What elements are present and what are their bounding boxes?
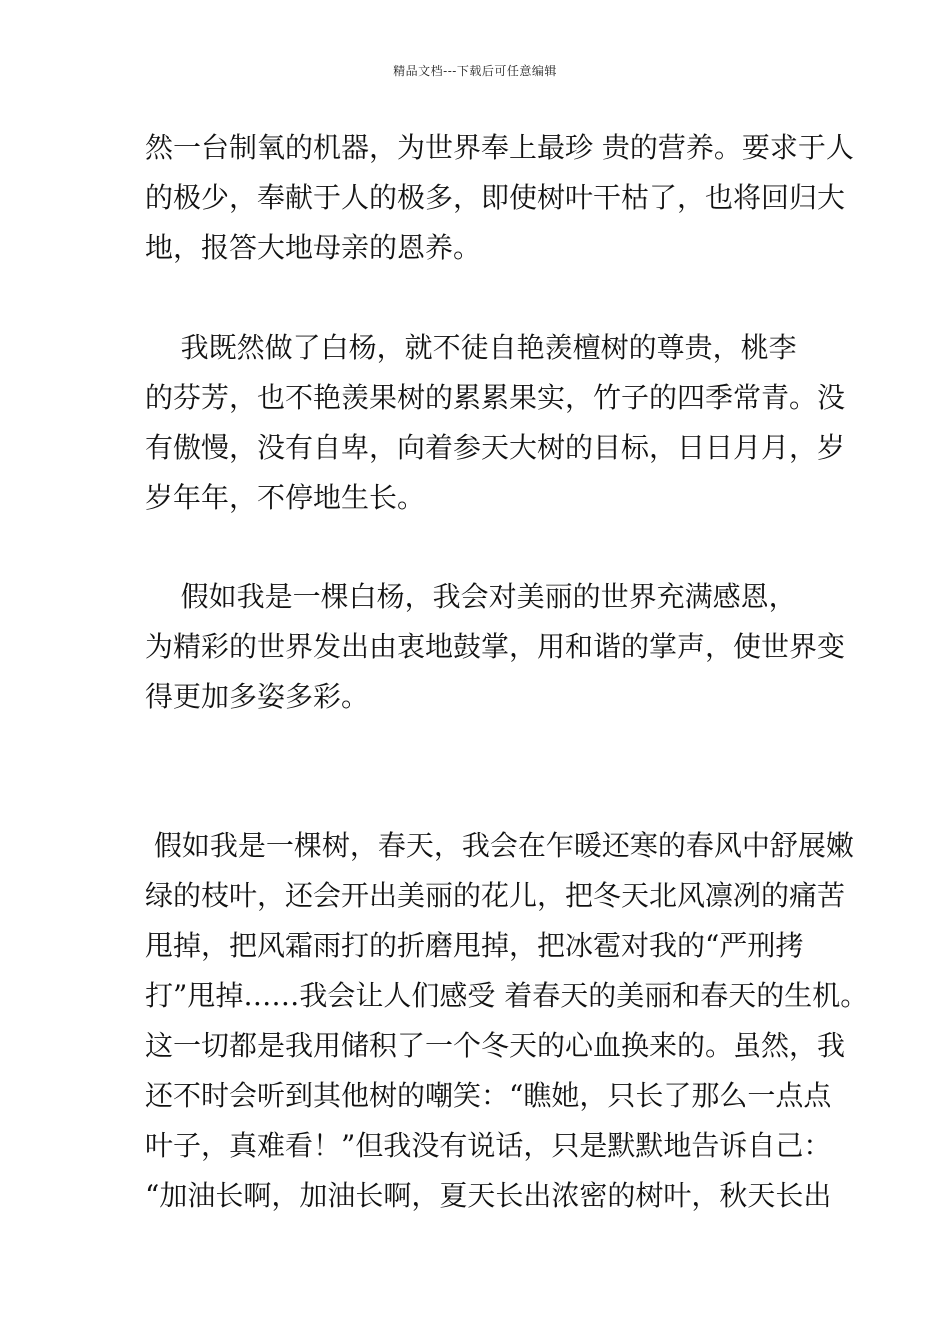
- text-line: 然一台制氧的机器，为世界奉上最珍 贵的营养。要求于人: [145, 131, 854, 164]
- page-header: 精品文档---下载后可任意编辑: [393, 64, 557, 78]
- text-line: 这一切都是我用储积了一个冬天的心血换来的。虽然，我: [145, 1029, 846, 1062]
- text-line: “加油长啊，加油长啊，夏天长出浓密的树叶，秋天长出: [145, 1179, 832, 1212]
- text-line: 地，报答大地母亲的恩养。: [145, 231, 482, 264]
- text-line: 为精彩的世界发出由衷地鼓掌，用和谐的掌声，使世界变: [145, 630, 846, 663]
- text-line: 假如我是一棵白杨，我会对美丽的世界充满感恩，: [145, 580, 797, 613]
- text-line: 甩掉，把风霜雨打的折磨甩掉，把冰雹对我的“严刑拷: [145, 929, 804, 962]
- text-line: 还不时会听到其他树的嘲笑：“瞧她，只长了那么一点点: [145, 1079, 832, 1112]
- text-line: 的芬芳，也不艳羡果树的累累果实，竹子的四季常青。没: [145, 381, 846, 414]
- text-line: 绿的枝叶，还会开出美丽的花儿，把冬天北风凛冽的痛苦: [145, 879, 846, 912]
- text-line: 的极少，奉献于人的极多，即使树叶干枯了，也将回归大: [145, 181, 846, 214]
- text-line: 假如我是一棵树，春天，我会在乍暖还寒的春风中舒展嫩: [145, 829, 854, 862]
- text-line: 得更加多姿多彩。: [145, 680, 370, 713]
- text-line: 叶子，真难看！”但我没有说话，只是默默地告诉自己：: [145, 1129, 832, 1162]
- text-line: 打”甩掉……我会让人们感受 着春天的美丽和春天的生机。: [145, 979, 869, 1012]
- text-line: 我既然做了白杨，就不徒自艳羡檀树的尊贵，桃李: [145, 331, 797, 364]
- text-line: 岁年年，不停地生长。: [145, 481, 426, 514]
- text-line: 有傲慢，没有自卑，向着参天大树的目标，日日月月，岁: [145, 431, 846, 464]
